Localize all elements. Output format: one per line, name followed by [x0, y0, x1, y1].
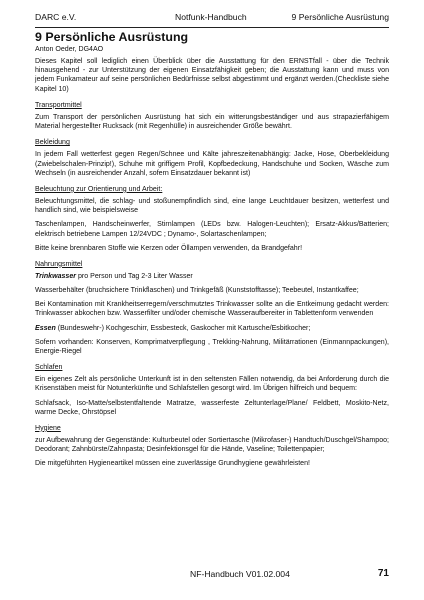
- section-heading-clothing: Bekleidung: [35, 139, 70, 147]
- food-paragraph-2: Wasserbehälter (bruchsichere Trinkflaschen) und Trinkgefäß (Kunststofftasse); Teebeutel, Instantkaffee;: [35, 287, 359, 295]
- drink-lead: Trinkwasser: [35, 272, 77, 280]
- hygiene-paragraph-1: zur Aufbewahrung der Gegenstände: Kulturbeutel oder Sortiertasche (Mikrofaser-) Handtuch/Duschgel/Shampoo; Deodorant; Zahnbürste/Zahnpasta; Desinfektionsgel für die Hände, Vaseline; Toilettenpapier;: [35, 437, 389, 454]
- header-organization: DARC e.V.: [35, 12, 77, 22]
- lighting-paragraph-1: Beleuchtungsmittel, die schlag- und stoßunempfindlich sind, eine lange Leuchtdauer besitzen, wetterfest und handlich sind, wie beispielsweise: [35, 198, 389, 215]
- section-heading-hygiene: Hygiene: [35, 424, 61, 432]
- author-line: Anton Oeder, DG4AO: [35, 46, 104, 53]
- section-heading-lighting: Beleuchtung zur Orientierung und Arbeit:: [35, 185, 163, 193]
- eat-text: (Bundeswehr-) Kochgeschirr, Essbesteck, Gaskocher mit Kartusche/Esbitkocher;: [55, 324, 311, 332]
- eat-lead: Essen: [35, 324, 56, 332]
- chapter-title: 9 Persönliche Ausrüstung: [35, 30, 189, 44]
- header-rule: [35, 27, 389, 28]
- section-heading-sleep: Schlafen: [35, 364, 63, 372]
- sleep-paragraph-2: Schlafsack, Iso-Matte/selbstentfaltende Matratze, wasserfeste Zeltunterlage/Plane/ Feldbett, Moskito-Netz, warme Decke, Ohrstöpsel: [35, 399, 389, 416]
- header-chapter: 9 Persönliche Ausrüstung: [291, 12, 389, 22]
- page-number: 71: [377, 568, 389, 579]
- food-drink-paragraph: [35, 272, 389, 281]
- sleep-paragraph-1: Ein eigenes Zelt als persönliche Unterkunft ist in den seltensten Fällen notwendig, da bei Anforderung durch die Krisenstäben meist für Notunterkünfte und Schlafstellen gesorgt wird. Im Übrigen hilfreich und bequem:: [35, 376, 389, 393]
- clothing-paragraph: In jedem Fall wetterfest gegen Regen/Schnee und Kälte jahreszeitenabhängig: Jacke, Hose, Oberbekleidung (Zwiebelschalen-Prinzip!), Schuhe mit griffigem Profil, Kopfbedeckung, Handschuhe und Socken, Wäsche zum Wechseln (in ausreichender Anzahl, sofern Einsatzdauer bekannt ist): [35, 151, 389, 177]
- food-eat-paragraph: [35, 324, 389, 333]
- section-heading-transport: Transportmittel: [35, 101, 82, 109]
- lighting-paragraph-3: Bitte keine brennbaren Stoffe wie Kerzen oder Öllampen verwenden, da Brandgefahr!: [35, 244, 303, 252]
- transport-paragraph: Zum Transport der persönlichen Ausrüstung hat sich ein witterungsbeständiger und aus strapazierfähigem Material hergestellter Rucksack (mit Regenhülle) in ausreichender Größe bewährt.: [35, 113, 389, 131]
- lighting-paragraph-2: Taschenlampen, Handscheinwerfer, Stirnlampen (LEDs bzw. Halogen-Leuchten); Ersatz-Akkus/Batterien; elektrisch betriebene Lampen 12/24VDC ; Dynamo-, Solartaschenlampen;: [35, 221, 389, 238]
- section-heading-food: Nahrungsmittel: [35, 260, 83, 268]
- intro-paragraph: Dieses Kapitel soll lediglich einen Überblick über die Ausstattung für den ERNSTfall - über die Technik hinausgehend - zur Unterstützung der eigenen Einsatzfähigkeit geben; die Ausstattung kann und muss von jedem Funkamateur auf seine persönlichen Bedürfnisse selbst abgestimmt und ergänzt werden.(Checkliste siehe Kapitel 10): [35, 58, 389, 93]
- drink-text: pro Person und Tag 2-3 Liter Wasser: [76, 272, 193, 280]
- food-paragraph-3: Bei Kontamination mit Krankheitserregern/verschmutztes Trinkwasser sollte an die Entkeimung gedacht werden: Trinkwasser abkochen bzw. Wasserfilter und/oder chemische Wasseraufbereiter in Tablettenform verwenden: [35, 301, 389, 318]
- page-content: [35, 30, 389, 473]
- page-footer: [35, 567, 389, 581]
- header-book-title: Notfunk-Handbuch: [175, 12, 247, 22]
- food-paragraph-5: Sofern vorhanden: Konserven, Komprimatverpflegung , Trekking-Nahrung, Militärrationen (Einmannpackungen), Energie-Riegel: [35, 338, 389, 355]
- hygiene-paragraph-2: Die mitgeführten Hygieneartikel müssen eine zuverlässige Grundhygiene gewährleisten!: [35, 460, 310, 468]
- page-header: [35, 10, 389, 24]
- footer-version: NF-Handbuch V01.02.004: [190, 569, 290, 579]
